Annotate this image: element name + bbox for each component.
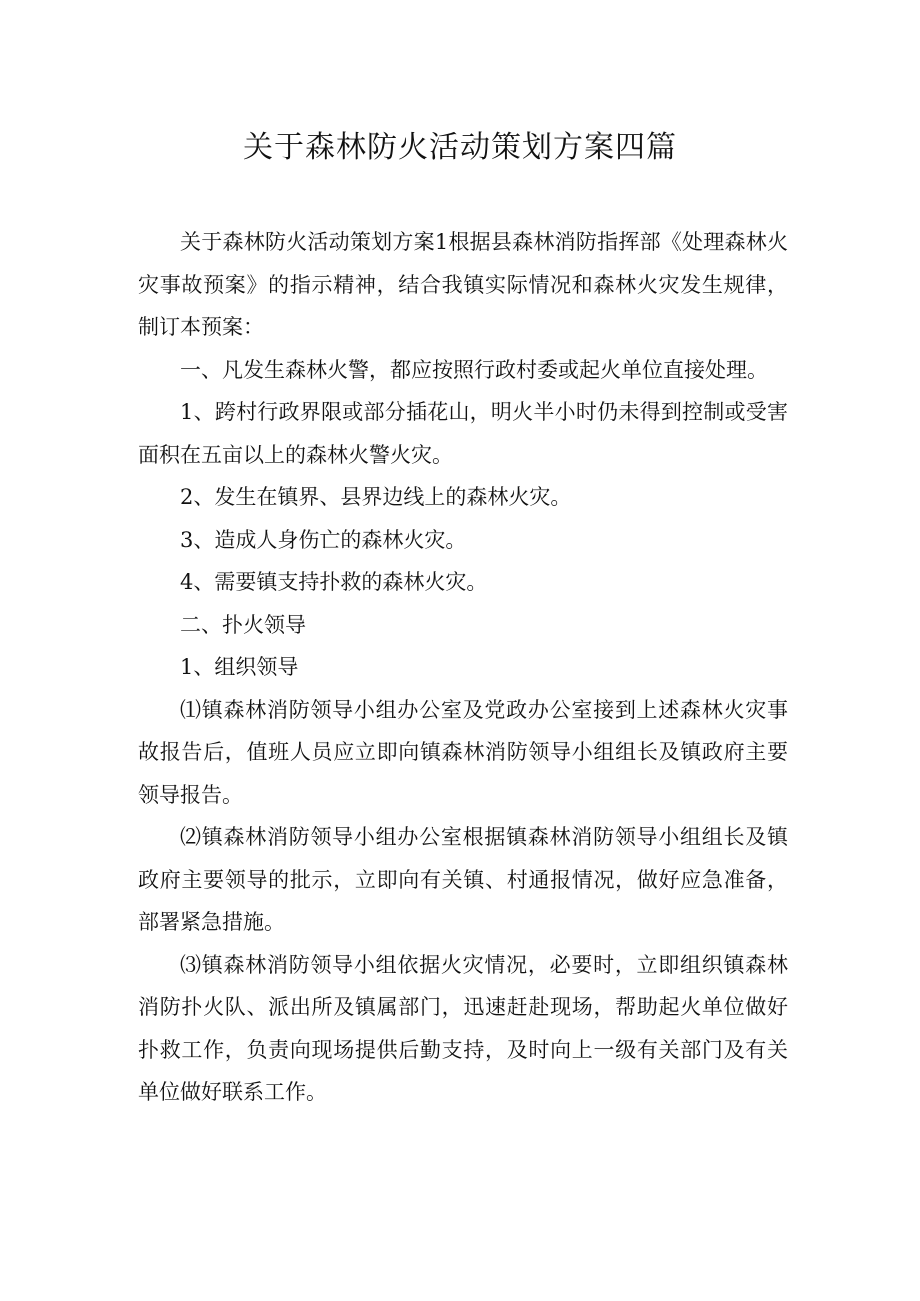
document-title: 关于森林防火活动策划方案四篇: [243, 130, 677, 165]
paragraph: 关于森林防火活动策划方案1根据县森林消防指挥部《处理森林火灾事故预案》的指示精神，结合我镇实际情况和森林火灾发生规律，制订本预案：: [138, 230, 788, 339]
paragraph: 3、造成人身伤亡的森林火灾。: [180, 527, 467, 552]
paragraph: ⑵镇森林消防领导小组办公室根据镇森林消防领导小组组长及镇政府主要领导的批示，立即向有关镇、村通报情况，做好应急准备，部署紧急措施。: [138, 825, 788, 934]
paragraph: 二、扑火领导: [180, 612, 306, 637]
paragraph: ⑶镇森林消防领导小组依据火灾情况，必要时，立即组织镇森林消防扑火队、派出所及镇属部门，迅速赶赴现场，帮助起火单位做好扑救工作，负责向现场提供后勤支持，及时向上一级有关部门及有关单位做好联系工作。: [138, 952, 788, 1104]
paragraph: 1、组织领导: [180, 655, 299, 679]
paragraph: 2、发生在镇界、县界边线上的森林火灾。: [180, 485, 572, 509]
paragraph: 一、凡发生森林火警，都应按照行政村委或起火单位直接处理。: [180, 357, 768, 382]
paragraph: 1、跨村行政界限或部分插花山，明火半小时仍未得到控制或受害面积在五亩以上的森林火警火灾。: [138, 400, 788, 467]
paragraph: 4、需要镇支持扑救的森林火灾。: [180, 570, 488, 594]
document-body: [138, 221, 788, 1114]
paragraph: ⑴镇森林消防领导小组办公室及党政办公室接到上述森林火灾事故报告后，值班人员应立即向镇森林消防领导小组组长及镇政府主要领导报告。: [138, 697, 788, 807]
